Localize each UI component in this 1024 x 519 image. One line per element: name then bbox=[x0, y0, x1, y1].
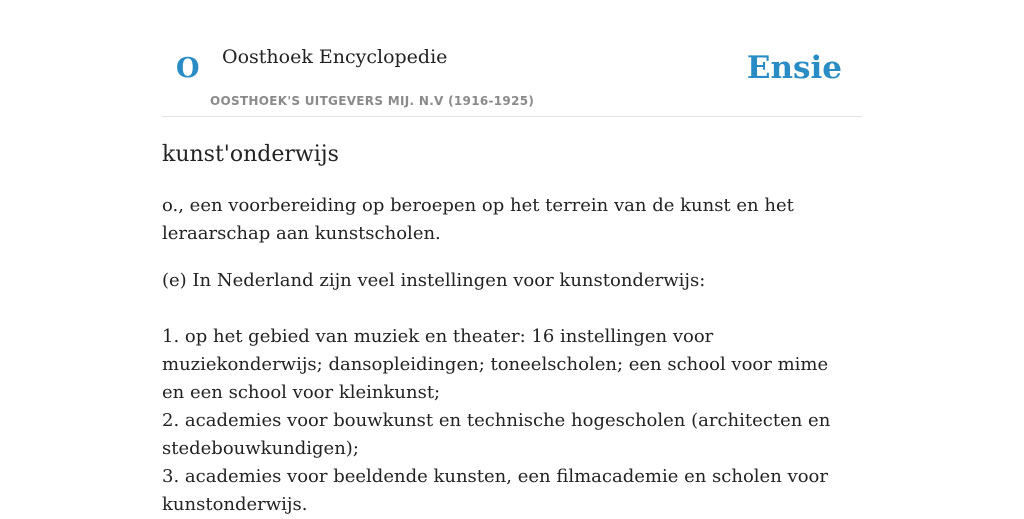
institution-list bbox=[162, 323, 852, 519]
publisher-subtitle: OOSTHOEK'S UITGEVERS MIJ. N.V (1916-1925) bbox=[210, 94, 535, 108]
publication-name[interactable]: Oosthoek Encyclopedie bbox=[222, 46, 448, 68]
article bbox=[162, 140, 852, 515]
list-item: 3. academies voor beeldende kunsten, een filmacademie en scholen voor kunstonderwijs. bbox=[162, 466, 828, 515]
list-item: 2. academies voor bouwkunst en technische hogescholen (architecten en stedebouwkundigen); bbox=[162, 410, 831, 459]
ensie-logo-link[interactable]: Ensie bbox=[746, 50, 842, 86]
definition-paragraph: o., een voorbereiding op beroepen op het terrein van de kunst en het leraarschap aan kunstscholen. bbox=[162, 195, 794, 244]
header bbox=[162, 0, 862, 117]
page bbox=[162, 0, 862, 515]
intro-paragraph: (e) In Nederland zijn veel instellingen voor kunstonderwijs: bbox=[162, 270, 706, 291]
article-title: kunst'onderwijs bbox=[162, 142, 339, 167]
publication-logo[interactable]: O bbox=[176, 53, 200, 84]
list-item: 1. op het gebied van muziek en theater: 16 instellingen voor muziekonderwijs; dansopleidingen; toneelscholen; een school voor mime en een school voor kleinkunst; bbox=[162, 326, 829, 403]
